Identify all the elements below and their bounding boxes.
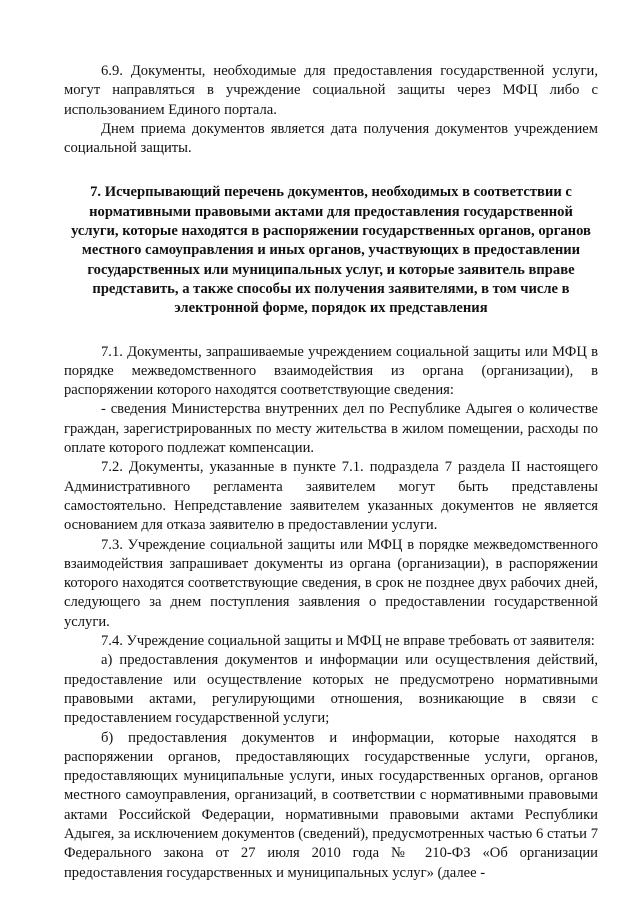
section-7-heading: 7. Исчерпывающий перечень документов, необходимых в соответствии с нормативными правовыми актами для предоставления государственной услуги, которые находятся в распоряжении государственных органов, органов местного самоуправления и иных органов, участвующих в предоставлении государственных или муниципальных услуг, и которые заявитель вправе представить, а также способы их получения заявителями, в том числе в электронной форме, порядок их представления [71,184,591,317]
paragraph-7-1-item: - сведения Министерства внутренних дел по Республике Адыгея о количестве граждан, зарегистрированных по месту жительства в жилом помещении, расходы по оплате которого подлежат компенсации. [64,401,598,457]
paragraph-7-2: 7.2. Документы, указанные в пункте 7.1. подраздела 7 раздела II настоящего Административного регламента заявителем могут быть представлены самостоятельно. Непредставление заявителем указанных документов не является основанием для отказа заявителю в предоставлении услуги. [64,459,598,534]
paragraph-7-1: 7.1. Документы, запрашиваемые учреждением социальной защиты или МФЦ в порядке межведомственного взаимодействия из органа (организации), в распоряжении которого находятся соответствующие сведения: [64,343,598,399]
paragraph-7-4-a: а) предоставления документов и информации или осуществления действий, предоставление или осуществление которых не предусмотрено нормативными правовыми актами, регулирующими отношения, возникающие в связи с предоставлением государственной услуги; [64,652,598,727]
document-page [64,62,598,883]
paragraph-6-9: 6.9. Документы, необходимые для предоставления государственной услуги, могут направляться в учреждение социальной защиты через МФЦ либо с использованием Единого портала. [64,63,598,118]
paragraph-7-4: 7.4. Учреждение социальной защиты и МФЦ не вправе требовать от заявителя: [101,633,595,650]
paragraph-7-3: 7.3. Учреждение социальной защиты или МФЦ в порядке межведомственного взаимодействия запрашивает документы из органа (организации), в распоряжении которого находятся соответствующие сведения, в срок не позднее двух рабочих дней, следующего за днем поступления заявления о предоставлении государственной услуги. [64,536,598,630]
paragraph-7-4-b: б) предоставления документов и информации, которые находятся в распоряжении органов, предоставляющих государственные услуги, органов, предоставляющих муниципальные услуги, иных государственных органов, органов местного самоуправления, организаций, в соответствии с нормативными правовыми актами Российской Федерации, нормативными правовыми актами Республики Адыгея, за исключением документов (сведений), предусмотренных частью 6 статьи 7 Федерального закона от 27 июля 2010 года № 210-ФЗ «Об организации предоставления государственных и муниципальных услуг» (далее - [64,729,598,881]
paragraph-6-9-receipt-date: Днем приема документов является дата получения документов учреждением социальной защиты. [64,120,598,157]
